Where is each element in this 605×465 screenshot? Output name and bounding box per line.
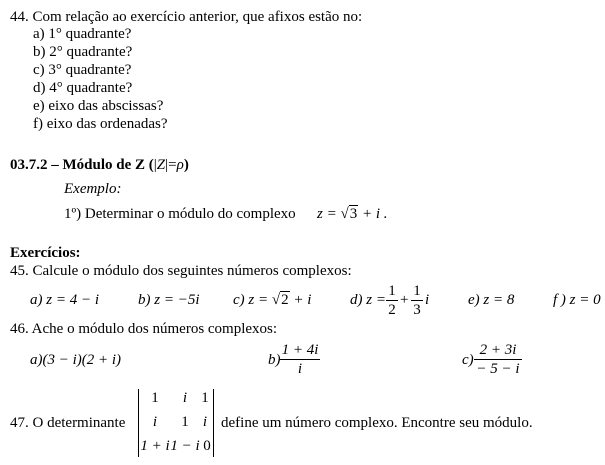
q47-post: define um número complexo. Encontre seu módulo. (221, 415, 533, 431)
matrix-cell-2-1: i (152, 414, 158, 430)
q45-c-pre: c) z = (233, 292, 269, 308)
q45-d-f1-num: 1 (388, 283, 396, 299)
section-heading-end: ) (183, 157, 189, 173)
modulus-bar-right: | (165, 157, 169, 173)
q44-item-d: d) 4° quadrante? (33, 80, 133, 96)
q45-d-f2-num: 1 (413, 283, 421, 299)
q46-c-den: − 5 − i (476, 361, 520, 377)
example-sqrt: √3 (340, 206, 358, 222)
example-text: 1º) Determinar o módulo do complexo (64, 206, 296, 222)
matrix-cell-2-2: 1 (181, 414, 189, 430)
section-heading-text: 03.7.2 – Módulo de Z ( (10, 157, 154, 173)
example-label: Exemplo: (64, 181, 122, 197)
q44-item-c: c) 3° quadrante? (33, 62, 132, 78)
modulus-bar-left: | (153, 157, 157, 173)
q45-d-f2-bar (411, 300, 423, 301)
q45-d-plus: + (400, 292, 409, 308)
q45-d-fraction-1 (386, 283, 398, 318)
example-sqrt-radicand: 3 (349, 206, 358, 222)
modulus-eq: = (168, 157, 177, 173)
q46-b-den: i (297, 361, 303, 377)
example-formula-post: + i . (361, 206, 388, 222)
section-heading (10, 157, 189, 174)
matrix-cell-3-3: 0 (203, 438, 211, 454)
q45-d-fraction-2 (411, 283, 423, 318)
q45-d-post: i (425, 292, 430, 308)
q45-d-f2-den: 3 (413, 302, 421, 318)
q45-e: e) z = 8 (468, 292, 515, 308)
example-formula-pre: z = (317, 206, 337, 222)
exercises-label: Exercícios: (10, 245, 81, 261)
modulus-z: Z (156, 157, 166, 173)
example-formula (317, 206, 388, 223)
matrix-cell-1-1: 1 (151, 390, 159, 406)
q44-item-e: e) eixo das abscissas? (33, 98, 164, 114)
matrix-cell-3-1: 1 + i (140, 438, 170, 454)
q44-title: 44. Com relação ao exercício anterior, que afixos estão no: (10, 9, 363, 25)
q45-title: 45. Calcule o módulo dos seguintes números complexos: (10, 263, 352, 279)
q45-c-sqrt: √2 (271, 292, 289, 308)
q45-d-f1-bar (386, 300, 398, 301)
q45-d-pre: d) z = (350, 292, 386, 308)
q46-b-num: 1 + 4i (281, 342, 319, 358)
q45-c-sqrt-radicand: 2 (281, 292, 289, 308)
q44-item-a: a) 1° quadrante? (33, 26, 132, 42)
q46-c-bar (474, 359, 522, 360)
modulus-rho: ρ (176, 157, 184, 173)
q46-b-pre: b) (268, 352, 281, 368)
q45-f: f ) z = 0 (553, 292, 601, 308)
q46-c-pre: c) (462, 352, 474, 368)
q45-c-post: + i (293, 292, 312, 308)
q46-b-fraction (280, 342, 320, 377)
matrix-cell-1-2: i (182, 390, 188, 406)
q46-b-bar (280, 359, 320, 360)
determinant-bar-right (213, 389, 214, 457)
q46-title: 46. Ache o módulo dos números complexos: (10, 321, 278, 337)
q46-c-num: 2 + 3i (479, 342, 517, 358)
q45-d-f1-den: 2 (388, 302, 396, 318)
matrix-cell-1-3: 1 (201, 390, 209, 406)
matrix-cell-3-2: 1 − i (170, 438, 200, 454)
q47-pre: 47. O determinante (10, 415, 126, 431)
q46-a: a)(3 − i)(2 + i) (30, 352, 122, 368)
q45-c (233, 292, 311, 309)
q46-c-fraction (474, 342, 522, 377)
q44-item-f: f) eixo das ordenadas? (33, 116, 168, 132)
q44-item-b: b) 2° quadrante? (33, 44, 133, 60)
matrix-cell-2-3: i (202, 414, 208, 430)
q45-a: a) z = 4 − i (30, 292, 99, 308)
q45-b: b) z = −5i (138, 292, 200, 308)
